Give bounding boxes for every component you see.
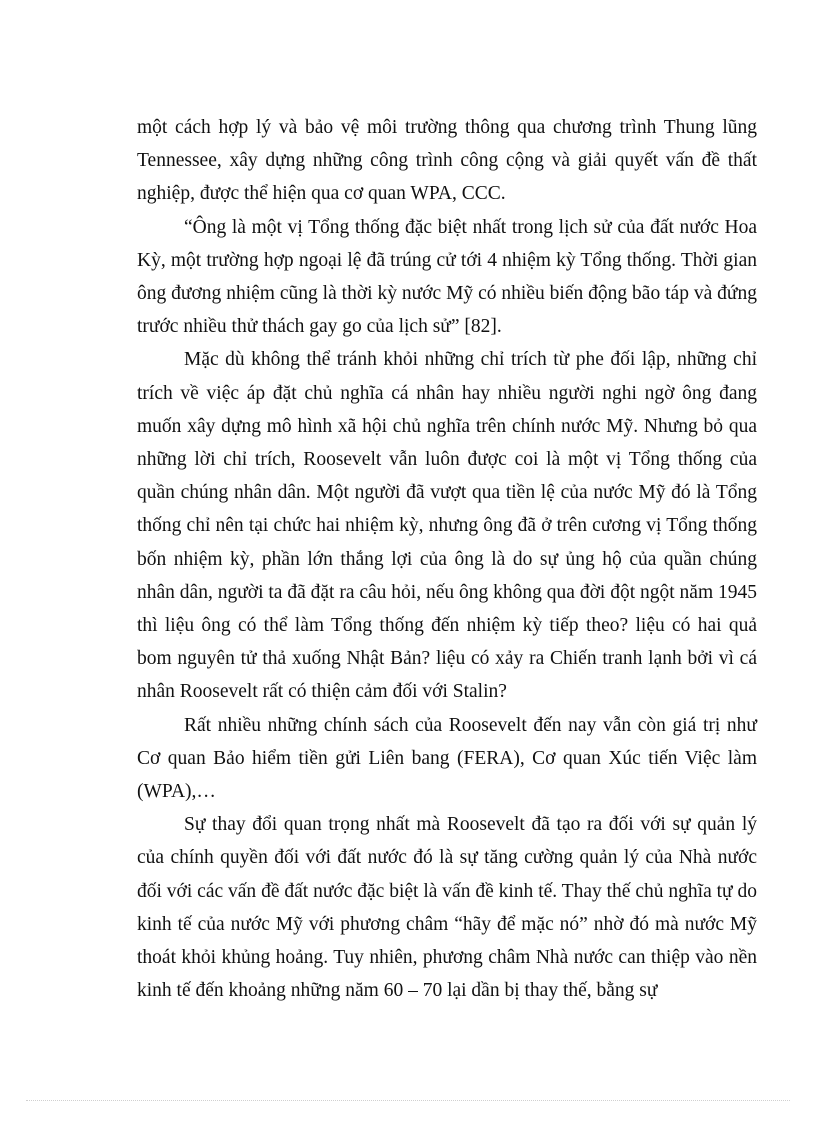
document-body bbox=[137, 111, 757, 1007]
paragraph-criticism: Mặc dù không thể tránh khỏi những chỉ trích từ phe đối lập, những chỉ trích về việc áp đặt chủ nghĩa cá nhân hay nhiều người nghi ngờ ông đang muốn xây dựng mô hình xã hội chủ nghĩa trên chính nước Mỹ. Nhưng bỏ qua những lời chỉ trích, Roosevelt vẫn luôn được coi là một vị Tổng thống của quần chúng nhân dân. Một người đã vượt qua tiền lệ của nước Mỹ đó là Tổng thống chỉ nên tại chức hai nhiệm kỳ, nhưng ông đã ở trên cương vị Tổng thống bốn nhiệm kỳ, phần lớn thắng lợi của ông là do sự ủng hộ của quần chúng nhân dân, người ta đã đặt ra câu hỏi, nếu ông không qua đời đột ngột năm 1945 thì liệu ông có thể làm Tổng thống đến nhiệm kỳ tiếp theo? liệu có hai quả bom nguyên tử thả xuống Nhật Bản? liệu có xảy ra Chiến tranh lạnh bởi vì cá nhân Roosevelt rất có thiện cảm đối với Stalin? bbox=[137, 349, 757, 703]
paragraph-continuation: một cách hợp lý và bảo vệ môi trường thông qua chương trình Thung lũng Tennessee, xây dựng những công trình công cộng và giải quyết vấn đề thất nghiệp, được thể hiện qua cơ quan WPA, CCC. bbox=[137, 117, 757, 205]
page-bottom-border bbox=[26, 1100, 790, 1101]
paragraph-state-management: Sự thay đổi quan trọng nhất mà Roosevelt đã tạo ra đối với sự quản lý của chính quyền đối với đất nước đó là sự tăng cường quản lý của Nhà nước đối với các vấn đề đất nước đặc biệt là vấn đề kinh tế. Thay thế chủ nghĩa tự do kinh tế của nước Mỹ với phương châm “hãy để mặc nó” nhờ đó mà nước Mỹ thoát khỏi khủng hoảng. Tuy nhiên, phương châm Nhà nước can thiệp vào nền kinh tế đến khoảng những năm 60 – 70 lại dần bị thay thế, bằng sự bbox=[137, 814, 757, 1002]
paragraph-policies: Rất nhiều những chính sách của Roosevelt đến nay vẫn còn giá trị như Cơ quan Bảo hiểm tiền gửi Liên bang (FERA), Cơ quan Xúc tiến Việc làm (WPA),… bbox=[137, 714, 757, 803]
paragraph-quote: “Ông là một vị Tổng thống đặc biệt nhất trong lịch sử của đất nước Hoa Kỳ, một trường hợp ngoại lệ đã trúng cử tới 4 nhiệm kỳ Tổng thống. Thời gian ông đương nhiệm cũng là thời kỳ nước Mỹ có nhiều biến động bão táp và đứng trước nhiều thử thách gay go của lịch sử” [82]. bbox=[137, 216, 757, 338]
